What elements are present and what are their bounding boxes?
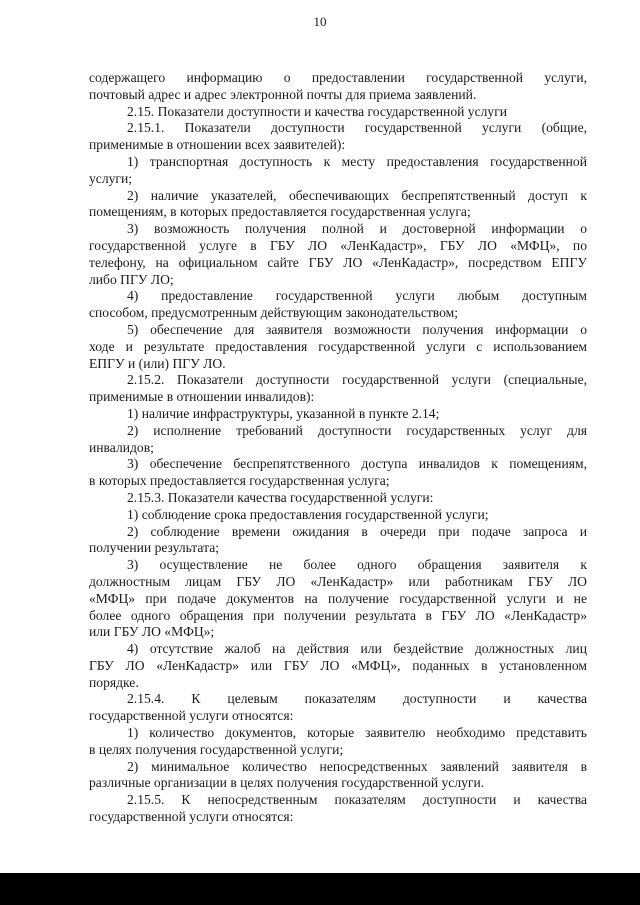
text-line: помещениям, в которых предоставляется государственная услуга; (89, 204, 471, 220)
text-line: способом, предусмотренным действующим законодательством; (89, 305, 459, 321)
paragraph (89, 221, 587, 288)
text-line: 3) возможность получения полной и достоверной информации о (127, 221, 587, 237)
paragraph (89, 456, 587, 490)
text-line: 2) соблюдение времени ожидания в очереди при подаче запроса и (127, 523, 587, 539)
text-line: применимые в отношении всех заявителей): (89, 137, 346, 153)
paragraph (89, 641, 587, 691)
paragraph (89, 524, 587, 558)
paragraph (89, 322, 587, 372)
paragraph (89, 792, 587, 826)
paragraph (89, 120, 587, 154)
paragraph (89, 188, 587, 222)
text-line: 2.15.2. Показатели доступности государственной услуги (специальные, (127, 372, 587, 388)
text-line: 1) транспортная доступность к месту предоставления государственной (127, 153, 587, 169)
text-line: 1) наличие инфраструктуры, указанной в пункте 2.14; (127, 405, 440, 421)
text-line: «МФЦ» при подаче документов на получение государственной услуги и не (89, 590, 587, 606)
text-line: ГБУ ЛО «ЛенКадастр» или ГБУ ЛО «МФЦ», поданных в установленном (89, 657, 587, 673)
text-line: 4) отсутствие жалоб на действия или бездействие должностных лиц (127, 641, 587, 657)
paragraph (89, 288, 587, 322)
text-line: либо ПГУ ЛО; (89, 271, 174, 287)
text-line: 2.15. Показатели доступности и качества государственной услуги (127, 103, 508, 119)
paragraph (89, 406, 587, 423)
text-line: 4) предоставление государственной услуги любым доступным (127, 288, 587, 304)
text-line: почтовый адрес и адрес электронной почты для приема заявлений. (89, 86, 477, 102)
paragraph (89, 490, 587, 507)
paragraph (89, 691, 587, 725)
paragraph (89, 725, 587, 759)
text-line: телефону, на официальном сайте ГБУ ЛО «ЛенКадастр», посредством ЕПГУ (89, 254, 587, 270)
text-line: государственной услуги относятся: (89, 708, 294, 724)
page-number: 10 (313, 14, 327, 29)
paragraph (89, 104, 587, 121)
text-line: в которых предоставляется государственная услуга; (89, 473, 390, 489)
scan-bottom-border (0, 873, 640, 905)
text-line: 2) минимальное количество непосредственных заявлений заявителя в (127, 758, 587, 774)
text-line: 1) количество документов, которые заявителю необходимо представить (127, 725, 587, 741)
paragraph (89, 70, 587, 104)
text-line: различные организации в целях получения государственной услуги. (89, 775, 485, 791)
text-line: государственной услуги относятся: (89, 809, 294, 825)
paragraph (89, 372, 587, 406)
text-line: 2.15.4. К целевым показателям доступности и качества (127, 691, 587, 707)
text-line: 2.15.1. Показатели доступности государственной услуги (общие, (127, 120, 587, 136)
text-line: инвалидов; (89, 439, 154, 455)
document-body (89, 70, 587, 826)
paragraph (89, 759, 587, 793)
paragraph (89, 507, 587, 524)
text-line: порядке. (89, 674, 139, 690)
text-line: более одного обращения при получении результата в ГБУ ЛО «ЛенКадастр» (89, 607, 587, 623)
text-line: 3) обеспечение беспрепятственного доступа инвалидов к помещениям, (127, 456, 587, 472)
text-line: применимые в отношении инвалидов): (89, 389, 315, 405)
text-line: 1) соблюдение срока предоставления государственной услуги; (127, 506, 489, 522)
text-line: услуги; (89, 170, 133, 186)
text-line: 2) исполнение требований доступности государственных услуг для (127, 422, 587, 438)
text-line: 3) осуществление не более одного обращения заявителя к (127, 557, 587, 573)
text-line: 2.15.3. Показатели качества государственной услуги: (127, 489, 434, 505)
text-line: ЕПГУ и (или) ПГУ ЛО. (89, 355, 226, 371)
text-line: в целях получения государственной услуги; (89, 741, 344, 757)
paragraph (89, 423, 587, 457)
text-line: или ГБУ ЛО «МФЦ»; (89, 624, 215, 640)
text-line: получении результата; (89, 540, 220, 556)
text-line: 2) наличие указателей, обеспечивающих беспрепятственный доступ к (127, 187, 587, 203)
text-line: государственной услуге в ГБУ ЛО «ЛенКадастр», ГБУ ЛО «МФЦ», по (89, 237, 587, 253)
text-line: ходе и результате предоставления государственной услуги с использованием (89, 338, 587, 354)
text-line: должностным лицам ГБУ ЛО «ЛенКадастр» или работникам ГБУ ЛО (89, 573, 587, 589)
text-line: содержащего информацию о предоставлении государственной услуги, (89, 70, 587, 85)
text-line: 5) обеспечение для заявителя возможности получения информации о (127, 321, 587, 337)
text-line: 2.15.5. К непосредственным показателям доступности и качества (127, 792, 587, 808)
paragraph (89, 557, 587, 641)
paragraph (89, 154, 587, 188)
